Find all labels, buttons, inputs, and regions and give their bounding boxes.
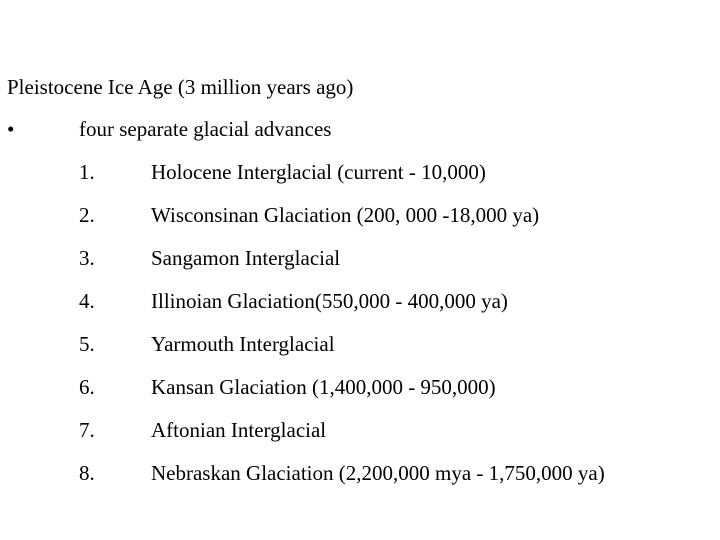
list-item-number: 6. [79, 375, 95, 399]
list-item [79, 415, 709, 458]
list-item-text: Wisconsinan Glaciation (200, 000 -18,000 ya) [151, 203, 540, 227]
bullet-icon: • [7, 117, 15, 141]
list-item-text: Yarmouth Interglacial [151, 332, 335, 356]
list-item-number: 2. [79, 203, 95, 227]
glaciation-list [79, 157, 709, 501]
list-item [79, 458, 709, 501]
slide-title: Pleistocene Ice Age (3 million years ago) [7, 75, 354, 99]
list-item [79, 329, 709, 372]
list-item-number: 4. [79, 289, 95, 313]
list-item-text: Holocene Interglacial (current - 10,000) [151, 160, 486, 184]
list-item-number: 8. [79, 461, 95, 485]
list-item-number: 7. [79, 418, 95, 442]
list-item-number: 3. [79, 246, 95, 270]
bullet-point [7, 114, 707, 144]
list-item [79, 243, 709, 286]
list-item [79, 372, 709, 415]
list-item-text: Illinoian Glaciation(550,000 - 400,000 ya) [151, 289, 508, 313]
list-item-text: Sangamon Interglacial [151, 246, 341, 270]
list-item-text: Kansan Glaciation (1,400,000 - 950,000) [151, 375, 496, 399]
list-item [79, 157, 709, 200]
list-item [79, 200, 709, 243]
bullet-text: four separate glacial advances [79, 117, 332, 141]
list-item [79, 286, 709, 329]
list-item-text: Nebraskan Glaciation (2,200,000 mya - 1,750,000 ya) [151, 461, 605, 485]
list-item-number: 1. [79, 160, 95, 184]
list-item-number: 5. [79, 332, 95, 356]
list-item-text: Aftonian Interglacial [151, 418, 327, 442]
